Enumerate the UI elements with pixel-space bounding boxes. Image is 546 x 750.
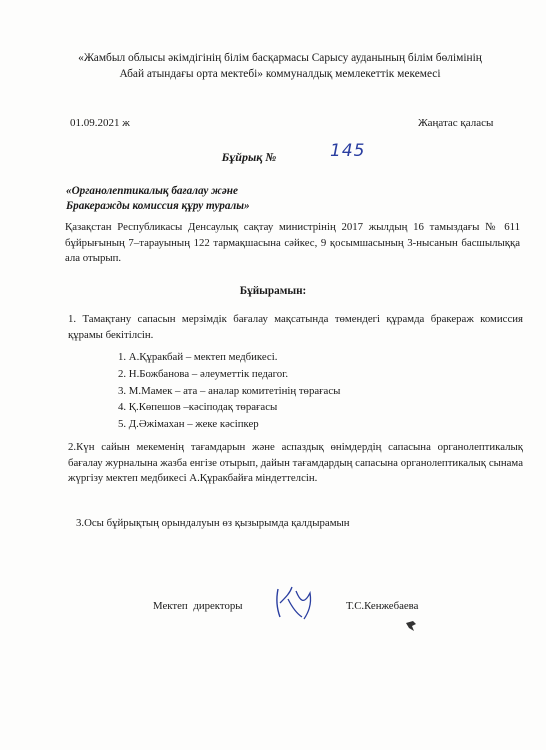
org-line-1: «Жамбыл облысы әкімдігінің білім басқармасы Сарысу ауданының білім бөлімінің: [78, 52, 482, 64]
order-item-3: 3.Осы бұйрықтың орындалуын өз қызырымда қалдырамын: [76, 517, 350, 529]
commission-members-list: [118, 349, 340, 433]
order-item-1: 1. Тамақтану сапасын мерзімдік бағалау мақсатында төмендегі құрамда бракераж комиссия құрамы бекітілсін.: [68, 313, 523, 341]
preamble-paragraph: Қазақстан Республикасы Денсаулық сақтау министрінің 2017 жылдың 16 тамыздағы № 611 бұйрығының 7–тарауының 122 тармақшасына сәйкес, 9 қосымшасының 3-нысанын басшылыққа ала отырып.: [65, 221, 520, 264]
order-number-handwritten: 145: [330, 141, 366, 161]
order-subject: [66, 184, 250, 214]
list-item: 4. Қ.Көпешов –кәсіподақ төрағасы: [118, 401, 278, 414]
order-title: [0, 150, 546, 165]
handwritten-signature-icon: [270, 583, 320, 621]
stamp-mark-icon: [404, 620, 418, 632]
signatory-title: Мектеп директоры: [153, 600, 243, 612]
org-line-2: Абай атындағы орта мектебі» коммуналдық мемлекеттік мекемесі: [119, 68, 441, 80]
orders-heading: Бұйырамын:: [239, 285, 307, 297]
order-date: 01.09.2021 ж: [70, 117, 130, 129]
signatory-name: Т.С.Кенжебаева: [346, 600, 419, 612]
list-item: 3. М.Мамек – ата – аналар комитетінің төрағасы: [118, 384, 341, 397]
order-title-label: Бұйрық №: [221, 150, 277, 164]
order-item-2: 2.Күн сайын мекеменің тағамдарын және аспаздық өнімдердің сапасына органолептикалық бағалау журналына жазба енгізе отырып, дайын тағамдардың сапасына органолептикалық сынама жүргізу мектеп медбикесі А.Құракбайға міндеттелсін.: [68, 441, 523, 484]
subject-line-2: Бракеражды комиссия құру туралы»: [66, 200, 250, 212]
list-item: 2. Н.Божбанова – әлеуметтік педагог.: [118, 367, 289, 380]
subject-line-1: «Органолептикалық бағалау және: [66, 185, 238, 197]
list-item: 5. Д.Әжімахан – жеке кәсіпкер: [118, 418, 259, 431]
order-city: Жаңатас қаласы: [418, 117, 494, 129]
organization-header: [40, 50, 520, 82]
list-item: 1. А.Құракбай – мектеп медбикесі.: [118, 351, 278, 363]
